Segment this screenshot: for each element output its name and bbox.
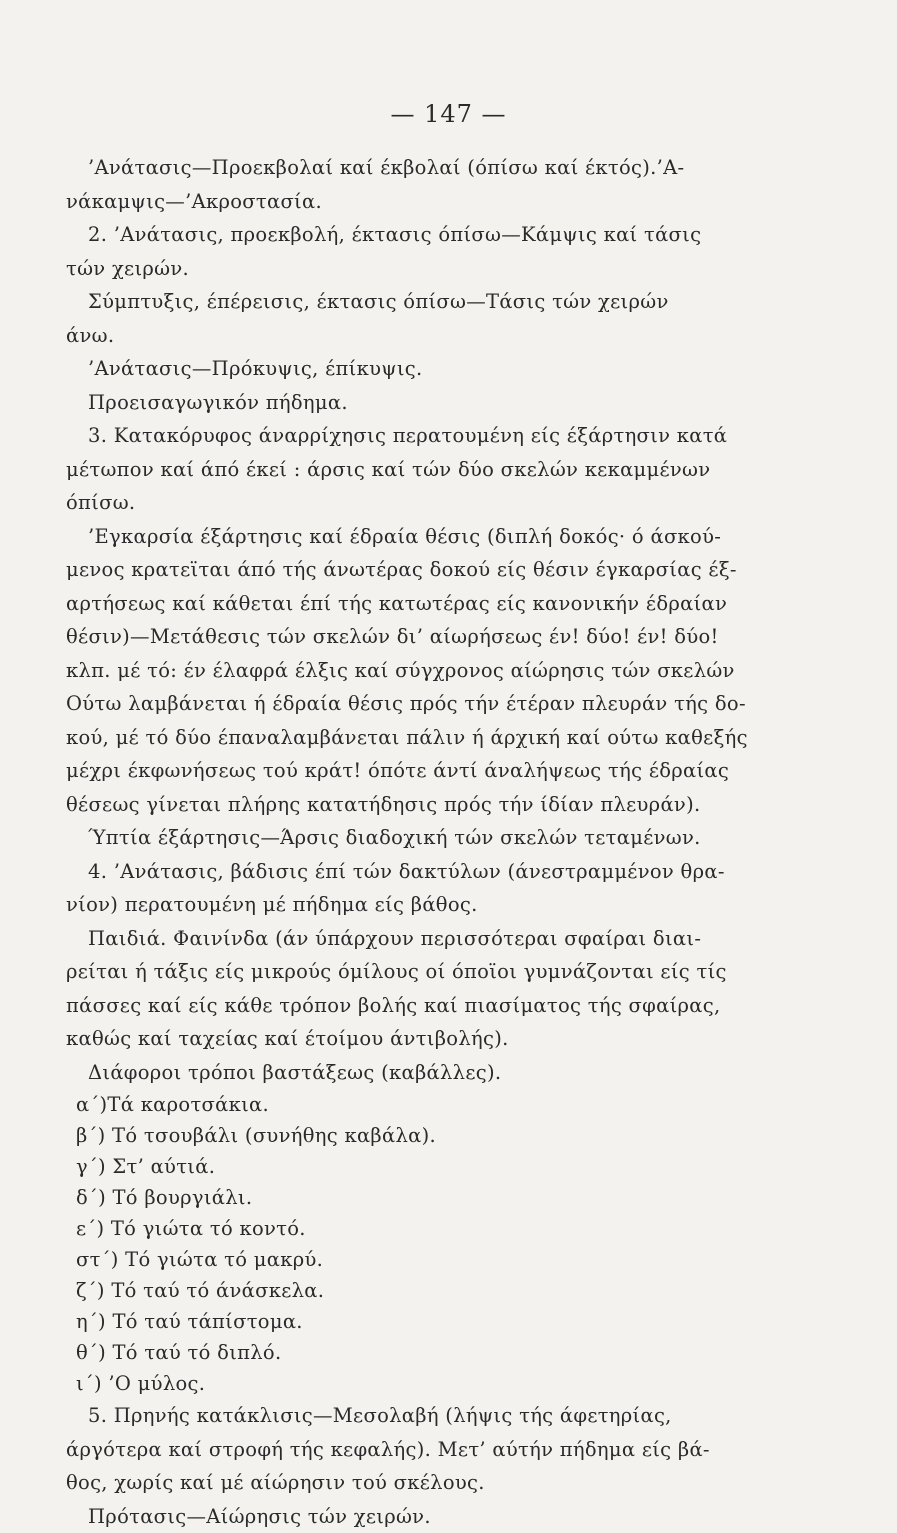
text-line: ’Εγκαρσία έξάρτησις καί έδραία θέσις (διπλή δοκός· ό άσκού- (66, 520, 792, 554)
text-line: Πρότασις—Αίώρησις τών χειρών. (66, 1500, 792, 1533)
text-line: Προεισαγωγικόν πήδημα. (66, 386, 792, 420)
list-item: ε΄) Τό γιώτα τό κοντό. (66, 1213, 792, 1244)
text-line: 5. Πρηνής κατάκλισις—Μεσολαβή (λήψις τής άφετηρίας, (66, 1399, 792, 1433)
closing-lines (66, 1399, 792, 1533)
text-line: κλπ. μέ τό: έν έλαφρά έλξις καί σύγχρονος αίώρησις τών σκελών (66, 654, 792, 688)
carry-styles-list (66, 1089, 792, 1399)
text-line: ρείται ή τάξις είς μικρούς όμίλους οί όποϊοι γυμνάζονται είς τίς (66, 955, 792, 989)
body-lines (66, 151, 792, 1089)
text-line: 2. ’Ανάτασις, προεκβολή, έκτασις όπίσω—Κάμψις καί τάσις (66, 218, 792, 252)
list-item: η΄) Τό ταύ τάπίστομα. (66, 1306, 792, 1337)
list-item: ζ΄) Τό ταύ τό άνάσκελα. (66, 1275, 792, 1306)
text-line: 4. ’Ανάτασις, βάδισις έπί τών δακτύλων (άνεστραμμένον θρα- (66, 855, 792, 889)
text-line: θέσεως γίνεται πλήρης κατατήδησις πρός τήν ίδίαν πλευράν). (66, 788, 792, 822)
text-line: μέτωπον καί άπό έκεί : άρσις καί τών δύο σκελών κεκαμμένων (66, 453, 792, 487)
text-line: νάκαμψις—’Ακροστασία. (66, 185, 792, 219)
text-line: άργότερα καί στροφή τής κεφαλής). Μετ’ αύτήν πήδημα είς βά- (66, 1433, 792, 1467)
text-line: τών χειρών. (66, 252, 792, 286)
text-line: άνω. (66, 319, 792, 353)
text-line: Παιδιά. Φαινίνδα (άν ύπάρχουν περισσότεραι σφαίραι διαι- (66, 922, 792, 956)
list-item: γ΄) Στ’ αύτιά. (66, 1151, 792, 1182)
list-item: β΄) Τό τσουβάλι (συνήθης καβάλα). (66, 1120, 792, 1151)
text-line: Σύμπτυξις, έπέρεισις, έκτασις όπίσω—Τάσις τών χειρών (66, 285, 792, 319)
text-line: μενος κρατεϊται άπό τής άνωτέρας δοκού είς θέσιν έγκαρσίας έξ- (66, 553, 792, 587)
text-line: 3. Κατακόρυφος άναρρίχησις περατουμένη είς έξάρτησιν κατά (66, 419, 792, 453)
text-line: Ύπτία έξάρτησις—Άρσις διαδοχική τών σκελών τεταμένων. (66, 821, 792, 855)
page-number: — 147 — (0, 100, 897, 128)
text-line: πάσσες καί είς κάθε τρόπον βολής καί πιασίματος τής σφαίρας, (66, 989, 792, 1023)
text-line: νίον) περατουμένη μέ πήδημα είς βάθος. (66, 888, 792, 922)
list-item: θ΄) Τό ταύ τό διπλό. (66, 1337, 792, 1368)
text-line: Ούτω λαμβάνεται ή έδραία θέσις πρός τήν έτέραν πλευράν τής δο- (66, 687, 792, 721)
text-line: θος, χωρίς καί μέ αίώρησιν τού σκέλους. (66, 1466, 792, 1500)
text-line: ’Ανάτασις—Προεκβολαί καί έκβολαί (όπίσω καί έκτός).’Α- (66, 151, 792, 185)
text-line: Διάφοροι τρόποι βαστάξεως (καβάλλες). (66, 1056, 792, 1090)
text-line: καθώς καί ταχείας καί έτοίμου άντιβολής). (66, 1022, 792, 1056)
list-item: δ΄) Τό βουργιάλι. (66, 1182, 792, 1213)
list-item: ι΄) ’Ο μύλος. (66, 1368, 792, 1399)
text-line: θέσιν)—Μετάθεσις τών σκελών δι’ αίωρήσεως έν! δύο! έν! δύο! (66, 620, 792, 654)
text-line: ’Ανάτασις—Πρόκυψις, έπίκυψις. (66, 352, 792, 386)
text-line: όπίσω. (66, 486, 792, 520)
list-item: στ΄) Τό γιώτα τό μακρύ. (66, 1244, 792, 1275)
list-item: α΄)Τά καροτσάκια. (66, 1089, 792, 1120)
text-line: κού, μέ τό δύο έπαναλαμβάνεται πάλιν ή άρχική καί ούτω καθεξής (66, 721, 792, 755)
text-line: μέχρι έκφωνήσεως τού κράτ! όπότε άντί άναλήψεως τής έδραίας (66, 754, 792, 788)
page-body (66, 151, 792, 1533)
text-line: αρτήσεως καί κάθεται έπί τής κατωτέρας είς κανονικήν έδραίαν (66, 587, 792, 621)
